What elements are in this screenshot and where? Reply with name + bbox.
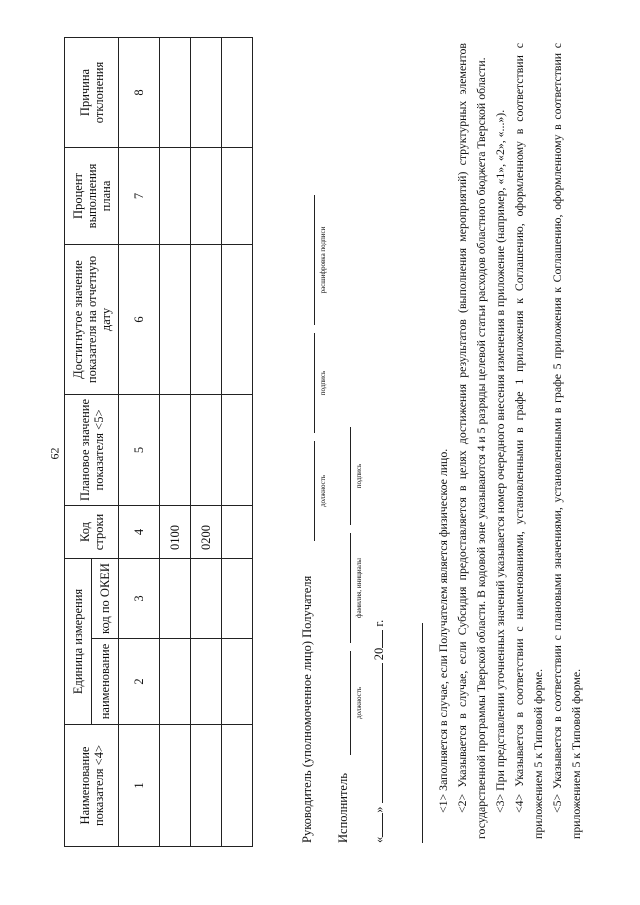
table-cell <box>160 725 191 847</box>
table-cell <box>222 147 253 244</box>
table-cell <box>222 639 253 725</box>
table-cell <box>191 558 222 638</box>
footnote-5: <5> Указывается в соответствии с плановыми значениями, установленными в графе 5 приложения к Соглашению, оформленному в соответствии с приложением 5 к Типовой форме. <box>550 43 583 839</box>
executor-name-line <box>350 533 351 643</box>
table-cell <box>191 147 222 244</box>
table-cell <box>222 37 253 147</box>
head-decoding-line <box>314 195 315 325</box>
executor-position-line <box>350 651 351 755</box>
column-number: 5 <box>119 394 160 505</box>
executor-signature-caption: подпись <box>355 463 363 489</box>
executor-label: Исполнитель <box>336 773 350 843</box>
row-code-cell <box>222 505 253 558</box>
head-decoding-caption: расшифровка подписи <box>319 226 327 294</box>
header-reason: Причина отклонения <box>65 37 119 147</box>
table-cell <box>160 147 191 244</box>
table-cell <box>191 244 222 394</box>
date-close-quote: » <box>372 806 386 813</box>
indicator-table <box>64 37 253 847</box>
header-unit-name: наименование <box>92 639 119 725</box>
head-signature-label: Руководитель (уполномоченное лицо) Получателя <box>300 575 314 843</box>
column-number: 4 <box>119 505 160 558</box>
executor-signature-line <box>350 427 351 525</box>
table-cell <box>191 37 222 147</box>
column-number: 3 <box>119 558 160 638</box>
footnote-separator <box>422 623 423 843</box>
head-position-caption: должность <box>319 474 327 508</box>
header-indicator-name: Наименование показателя <4> <box>65 725 119 847</box>
header-row-code: Код строки <box>65 505 119 558</box>
table-cell <box>191 639 222 725</box>
column-number: 6 <box>119 244 160 394</box>
header-unit-okei: код по ОКЕИ <box>92 558 119 638</box>
row-code-cell: 0200 <box>191 505 222 558</box>
table-cell <box>160 394 191 505</box>
footnote-1: <1> Заполняется в случае, если Получателем является физическое лицо. <box>436 448 450 813</box>
table-cell <box>222 394 253 505</box>
footnote-3: <3> При представлении уточненных значений указывается номер очередного внесения изменения в приложение (например, «1», «2», «...»). <box>493 109 507 813</box>
footnote-4: <4> Указывается в соответствии с наименованиями, установленными в графе 1 приложения к Соглашению, оформленному в соответствии с приложением 5 к Типовой форме. <box>512 43 545 839</box>
date-year-suffix: г. <box>372 619 386 627</box>
date-line <box>372 620 387 843</box>
footnotes <box>434 43 586 839</box>
table-cell <box>160 244 191 394</box>
table-cell <box>160 37 191 147</box>
table-row <box>222 37 253 846</box>
table-cell <box>160 639 191 725</box>
page-number: 62 <box>47 447 62 460</box>
head-position-line <box>314 441 315 541</box>
head-signature-line <box>314 333 315 433</box>
table-cell <box>160 558 191 638</box>
header-unit-group: Единица измерения <box>65 558 92 724</box>
column-number: 1 <box>119 725 160 847</box>
table-cell <box>222 244 253 394</box>
header-percent: Процент выполнения плана <box>65 147 119 244</box>
column-number: 2 <box>119 639 160 725</box>
footnote-2: <2> Указывается в случае, если Субсидия предоставляется в целях достижения результатов (выполнения мероприятий) структурных элементов государственной программы Тверской области. В кодовой зоне указываются 4 и 5 разряды целевой статьи расходов областного бюджета Тверской области. <box>455 43 488 839</box>
table-cell <box>222 725 253 847</box>
date-open-quote: « <box>372 836 386 843</box>
column-number: 8 <box>119 37 160 147</box>
table-row <box>160 37 191 846</box>
table-cell <box>191 394 222 505</box>
table-cell <box>222 558 253 638</box>
date-year-prefix: 20 <box>372 647 386 661</box>
rotated-page-content <box>38 37 598 867</box>
head-signature-caption: подпись <box>319 370 327 396</box>
table-row <box>191 37 222 846</box>
header-planned-value: Плановое значение показателя <5> <box>65 394 119 505</box>
executor-position-caption: должность <box>355 686 363 720</box>
table-cell <box>191 725 222 847</box>
row-code-cell: 0100 <box>160 505 191 558</box>
column-number: 7 <box>119 147 160 244</box>
header-achieved-value: Достигнутое значение показателя на отчетную дату <box>65 244 119 394</box>
executor-name-caption: фамилия, инициалы <box>355 558 363 618</box>
